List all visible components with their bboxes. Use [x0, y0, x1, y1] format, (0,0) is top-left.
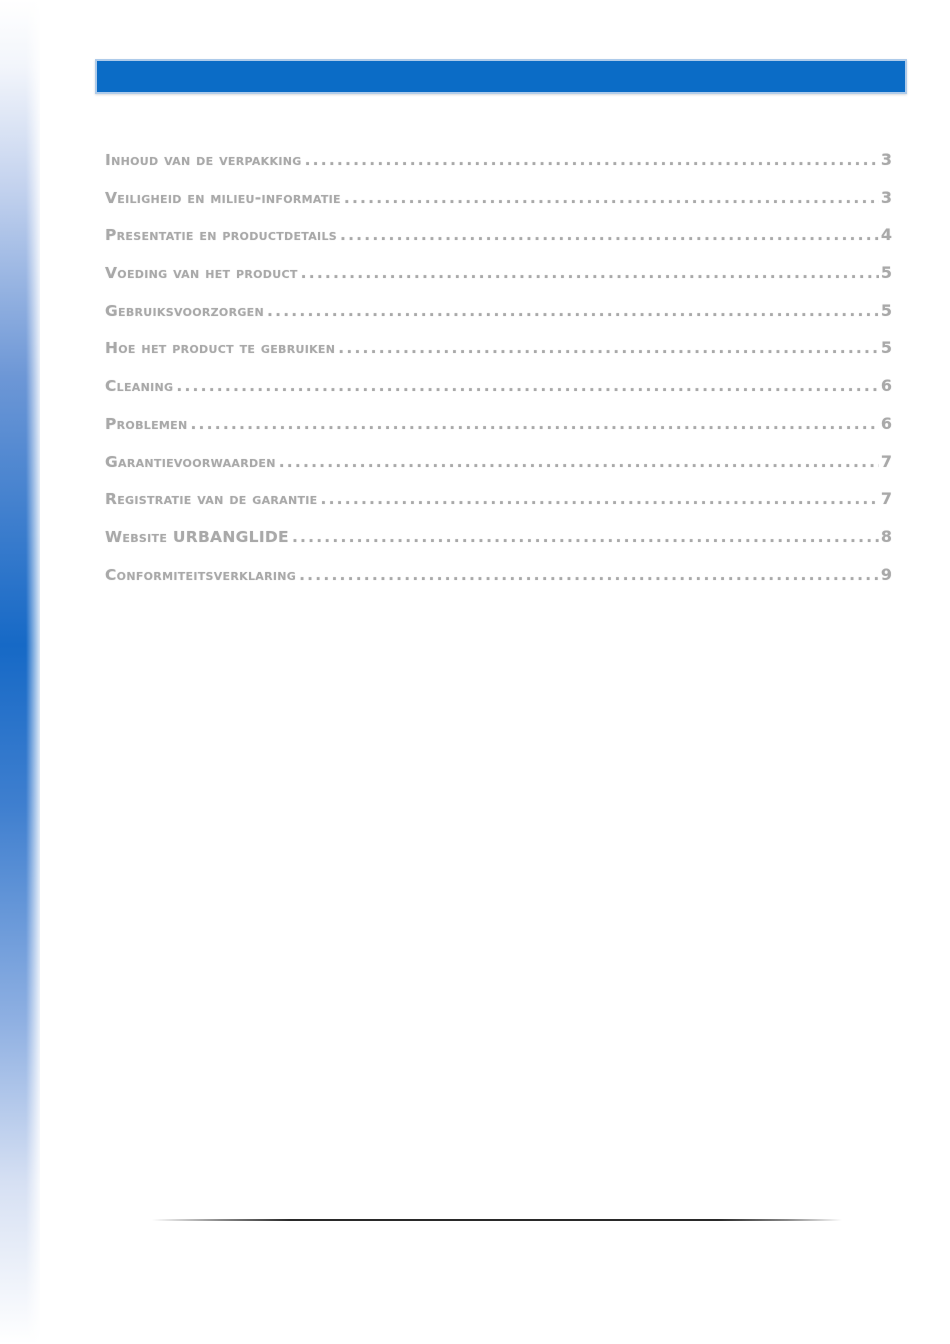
toc-dot-leader — [305, 146, 879, 174]
toc-entry-title: Presentatie en productdetails — [105, 226, 337, 245]
toc-entry-title: Cleaning — [105, 377, 174, 396]
footer-divider — [152, 1219, 842, 1221]
toc-entry-page: 5 — [880, 263, 892, 283]
toc-entry-inhoud[interactable] — [105, 146, 892, 184]
toc-entry-veiligheid[interactable] — [105, 184, 892, 222]
table-of-contents — [105, 146, 892, 598]
toc-entry-cleaning[interactable] — [105, 372, 892, 410]
toc-entry-registratie[interactable] — [105, 485, 892, 523]
toc-entry-title: Gebruiksvoorzorgen — [105, 301, 265, 320]
toc-entry-title: Registratie van de garantie — [105, 490, 318, 509]
toc-entry-presentatie[interactable] — [105, 221, 892, 259]
toc-dot-leader — [267, 297, 879, 325]
toc-dot-leader — [301, 259, 879, 287]
toc-entry-page: 7 — [880, 451, 892, 471]
toc-entry-page: 3 — [880, 150, 892, 169]
header-bar — [95, 59, 907, 94]
toc-entry-title: Veiligheid en milieu-informatie — [105, 188, 341, 207]
toc-dot-leader — [176, 372, 879, 400]
toc-entry-garantievoorwaarden[interactable] — [105, 448, 892, 486]
toc-entry-page: 3 — [880, 187, 892, 207]
toc-entry-website[interactable] — [105, 523, 892, 561]
toc-dot-leader — [292, 523, 879, 551]
toc-entry-title: Conformiteitsverklaring — [105, 565, 297, 584]
toc-entry-voeding[interactable] — [105, 259, 892, 297]
toc-entry-gebruiksvoorzorgen[interactable] — [105, 297, 892, 335]
toc-entry-title: Hoe het product te gebruiken — [105, 339, 336, 358]
toc-entry-title: Problemen — [105, 414, 188, 433]
toc-entry-page: 9 — [880, 564, 892, 584]
toc-dot-leader — [279, 448, 879, 476]
side-gradient-decoration — [0, 0, 40, 1344]
toc-entry-gebruiken[interactable] — [105, 334, 892, 372]
toc-dot-leader — [338, 334, 879, 362]
toc-dot-leader — [190, 410, 878, 438]
toc-entry-page: 5 — [880, 300, 892, 320]
toc-entry-title: Voeding van het product — [105, 264, 298, 283]
toc-entry-title: Inhoud van de verpakking — [105, 151, 302, 169]
toc-dot-leader — [299, 561, 879, 589]
toc-entry-page: 8 — [880, 526, 892, 546]
toc-entry-page: 5 — [880, 338, 892, 358]
toc-entry-page: 7 — [880, 489, 892, 509]
toc-entry-conformiteit[interactable] — [105, 561, 892, 599]
toc-entry-problemen[interactable] — [105, 410, 892, 448]
toc-dot-leader — [344, 184, 879, 212]
toc-entry-page: 4 — [880, 225, 892, 245]
toc-entry-title: Garantievoorwaarden — [105, 452, 276, 471]
toc-entry-page: 6 — [880, 413, 892, 433]
toc-dot-leader — [321, 485, 879, 513]
toc-dot-leader — [340, 221, 879, 249]
toc-entry-title: Website URBANGLIDE — [105, 527, 289, 546]
toc-entry-page: 6 — [880, 376, 892, 396]
